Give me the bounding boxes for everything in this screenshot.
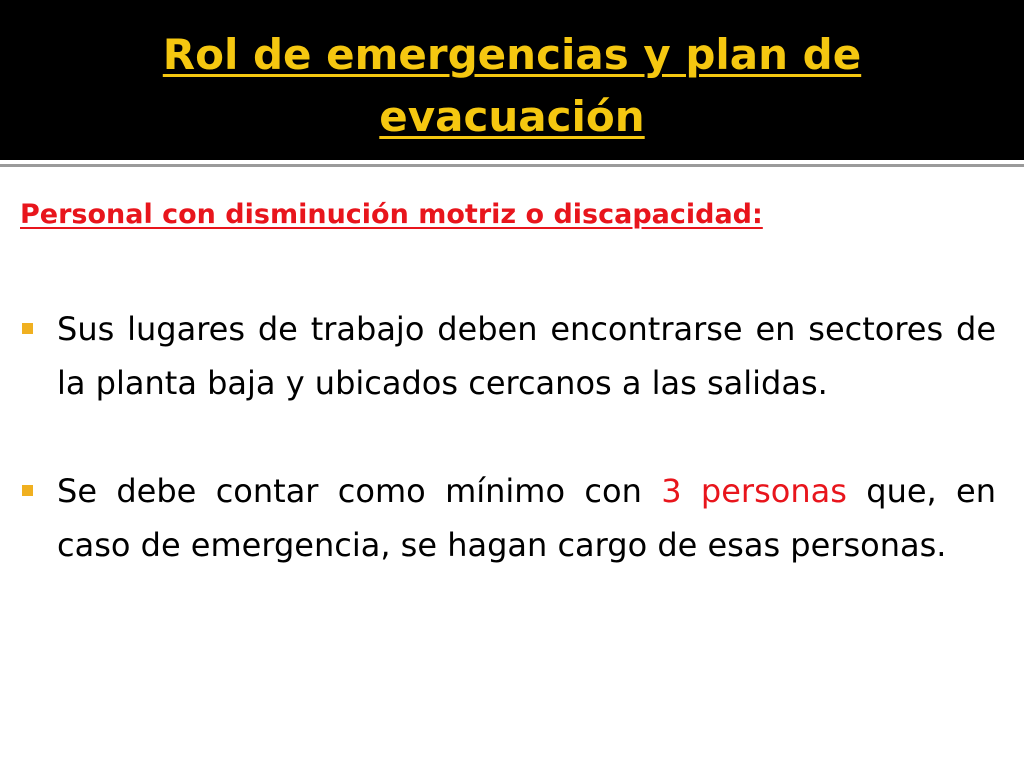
bullet-text-after: que, en caso de emergencia, se hagan cargo de esas personas. [57, 472, 997, 564]
bullet-list [20, 302, 996, 572]
bullet-item-minimum-personnel [20, 464, 996, 572]
slide-title-line-1: Rol de emergencias y plan de [162, 30, 862, 79]
bullet-item-workplace-location [20, 302, 996, 410]
slide-title-line-2: evacuación [379, 92, 645, 141]
bullet-highlight: 3 personas [661, 472, 847, 510]
square-bullet-icon [22, 323, 33, 334]
slide-title [60, 24, 964, 148]
title-divider [0, 164, 1024, 167]
section-subheading: Personal con disminución motriz o discapacidad: [20, 199, 763, 230]
square-bullet-icon [22, 485, 33, 496]
bullet-text-before: Se debe contar como mínimo con [57, 472, 662, 510]
bullet-text: Sus lugares de trabajo deben encontrarse en sectores de la planta baja y ubicados cercanos a las salidas. [57, 310, 996, 402]
